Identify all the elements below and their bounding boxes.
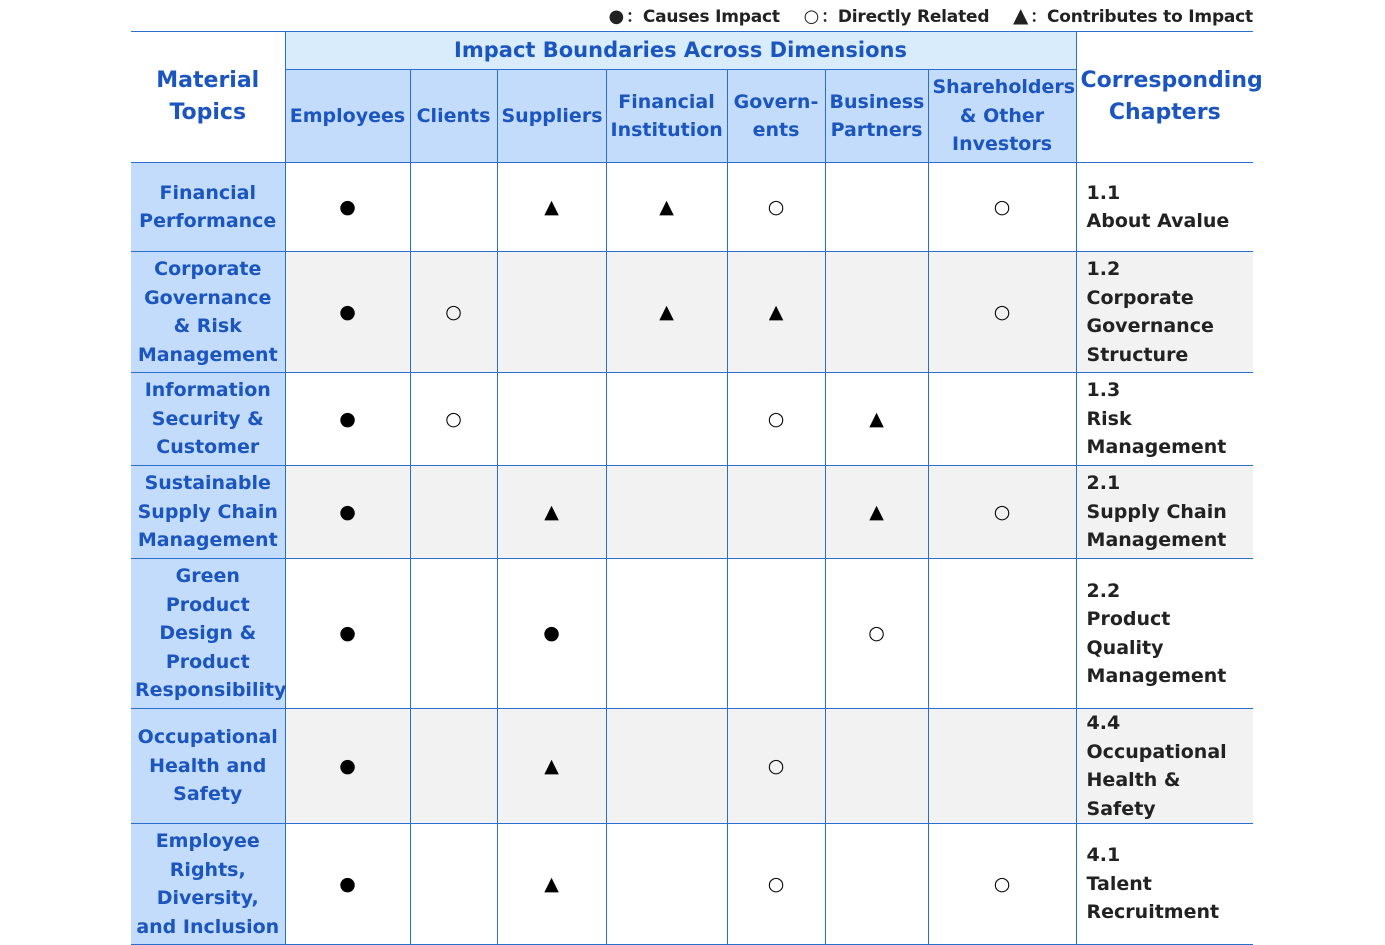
directly-related-icon: ○	[825, 559, 928, 709]
legend-contributes-label: ：Contributes to Impact	[1030, 7, 1253, 27]
chapter-number: 1.1	[1086, 181, 1121, 204]
hollow-circle-icon: ○	[803, 6, 820, 27]
table-row	[131, 824, 1253, 945]
filled-circle-icon: ●	[608, 6, 625, 27]
dimension-header: Business Partners	[825, 70, 928, 163]
legend-related	[804, 7, 990, 27]
causes-impact-icon: ●	[285, 466, 410, 559]
material-topic: Green Product Design & Product Responsibility	[131, 559, 285, 709]
empty-cell	[928, 559, 1076, 709]
empty-cell	[606, 824, 727, 945]
empty-cell	[606, 466, 727, 559]
causes-impact-icon: ●	[285, 252, 410, 373]
dimension-header: Employees	[285, 70, 410, 163]
causes-impact-icon: ●	[285, 559, 410, 709]
corresponding-chapter	[1076, 466, 1253, 559]
contributes-impact-icon: ▲	[497, 466, 606, 559]
legend-contributes	[1013, 3, 1253, 27]
contributes-impact-icon: ▲	[497, 163, 606, 252]
impact-boundaries-header: Impact Boundaries Across Dimensions	[285, 32, 1076, 70]
empty-cell	[497, 373, 606, 466]
empty-cell	[410, 709, 497, 824]
dimension-header: Clients	[410, 70, 497, 163]
dimension-header: Suppliers	[497, 70, 606, 163]
legend-causes	[609, 7, 780, 27]
chapter-name: About Avalue	[1086, 210, 1230, 232]
legend-causes-label: ：Causes Impact	[626, 7, 780, 27]
corresponding-chapter	[1076, 709, 1253, 824]
contributes-impact-icon: ▲	[497, 824, 606, 945]
chapter-number: 1.2	[1086, 258, 1121, 280]
contributes-impact-icon: ▲	[606, 163, 727, 252]
empty-cell	[825, 252, 928, 373]
directly-related-icon: ○	[727, 163, 825, 252]
dimension-header: Govern-ents	[727, 70, 825, 163]
empty-cell	[497, 252, 606, 373]
material-topic: Financial Performance	[131, 163, 285, 252]
empty-cell	[825, 824, 928, 945]
table-row	[131, 252, 1253, 373]
table-row	[131, 709, 1253, 824]
table-body	[131, 163, 1253, 945]
corresponding-chapter	[1076, 163, 1253, 252]
empty-cell	[410, 824, 497, 945]
table-row	[131, 466, 1253, 559]
causes-impact-icon: ●	[285, 709, 410, 824]
directly-related-icon: ○	[928, 824, 1076, 945]
table-row	[131, 373, 1253, 466]
impact-boundary-table	[131, 31, 1263, 945]
contributes-impact-icon: ▲	[497, 709, 606, 824]
directly-related-icon: ○	[727, 709, 825, 824]
empty-cell	[727, 466, 825, 559]
directly-related-icon: ○	[410, 373, 497, 466]
material-topic: Occupational Health and Safety	[131, 709, 285, 824]
corresponding-chapter	[1076, 559, 1253, 709]
empty-cell	[825, 163, 928, 252]
empty-cell	[727, 559, 825, 709]
chapter-number: 4.4	[1086, 712, 1121, 734]
chapter-name: Product Quality Management	[1086, 608, 1227, 687]
corresponding-chapter	[1076, 252, 1253, 373]
directly-related-icon: ○	[928, 163, 1076, 252]
empty-cell	[410, 163, 497, 252]
empty-cell	[606, 559, 727, 709]
table-row	[131, 163, 1253, 252]
chapter-number: 4.1	[1086, 844, 1121, 867]
causes-impact-icon: ●	[285, 824, 410, 945]
directly-related-icon: ○	[928, 252, 1076, 373]
material-topic: Corporate Governance & Risk Management	[131, 252, 285, 373]
directly-related-icon: ○	[727, 824, 825, 945]
causes-impact-icon: ●	[285, 373, 410, 466]
chapter-number: 1.3	[1086, 379, 1121, 402]
table-row	[131, 559, 1253, 709]
legend-related-label: ：Directly Related	[821, 7, 990, 27]
triangle-icon: ▲	[1013, 3, 1029, 27]
contributes-impact-icon: ▲	[825, 466, 928, 559]
contributes-impact-icon: ▲	[825, 373, 928, 466]
dimension-header: Financial Institution	[606, 70, 727, 163]
directly-related-icon: ○	[410, 252, 497, 373]
empty-cell	[928, 709, 1076, 824]
directly-related-icon: ○	[928, 466, 1076, 559]
corresponding-chapter	[1076, 373, 1253, 466]
material-topics-header: Material Topics	[131, 32, 285, 163]
corresponding-chapters-header: Corresponding Chapters	[1076, 32, 1253, 163]
material-topic: Employee Rights, Diversity, and Inclusion	[131, 824, 285, 945]
material-topic: Information Security & Customer	[131, 373, 285, 466]
causes-impact-icon: ●	[497, 559, 606, 709]
empty-cell	[825, 709, 928, 824]
chapter-name: Occupational Health & Safety	[1086, 740, 1227, 820]
empty-cell	[606, 373, 727, 466]
chapter-name: Talent Recruitment	[1086, 872, 1220, 924]
empty-cell	[410, 559, 497, 709]
chapter-name: Supply Chain Management	[1086, 500, 1227, 552]
directly-related-icon: ○	[727, 373, 825, 466]
empty-cell	[606, 709, 727, 824]
chapter-name: Risk Management	[1086, 407, 1227, 459]
material-topic: Sustainable Supply Chain Management	[131, 466, 285, 559]
dimension-header: Shareholders & Other Investors	[928, 70, 1076, 163]
contributes-impact-icon: ▲	[727, 252, 825, 373]
empty-cell	[410, 466, 497, 559]
contributes-impact-icon: ▲	[606, 252, 727, 373]
empty-cell	[928, 373, 1076, 466]
chapter-name: Corporate Governance Structure	[1086, 286, 1214, 366]
causes-impact-icon: ●	[285, 163, 410, 252]
corresponding-chapter	[1076, 824, 1253, 945]
chapter-number: 2.2	[1086, 579, 1121, 602]
legend	[591, 2, 1254, 27]
chapter-number: 2.1	[1086, 472, 1121, 495]
